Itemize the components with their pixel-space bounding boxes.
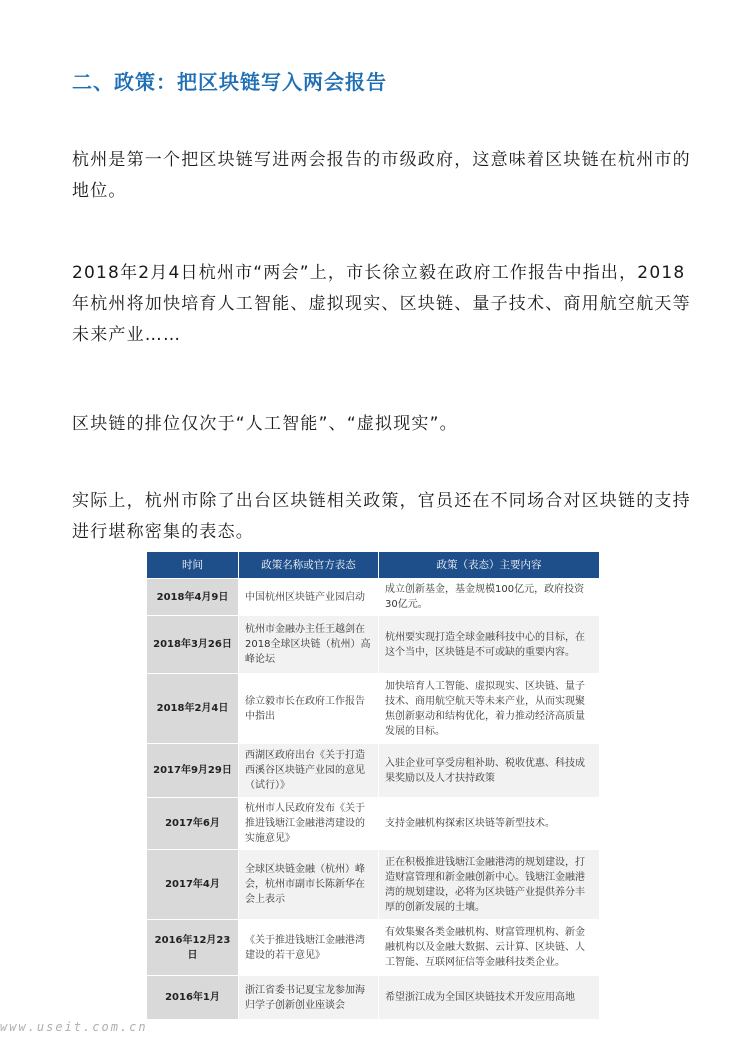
row-date: 2018年2月4日 bbox=[147, 674, 239, 744]
footer-watermark-url: www.useit.com.cn bbox=[0, 1020, 148, 1034]
table-row bbox=[147, 976, 600, 1020]
row-content: 支持金融机构探索区块链等新型技术。 bbox=[379, 798, 600, 850]
table-row bbox=[147, 579, 600, 616]
paragraph-4: 实际上，杭州市除了出台区块链相关政策，官员还在不同场合对区块链的支持进行堪称密集的表态。 bbox=[72, 491, 691, 542]
table-row bbox=[147, 744, 600, 798]
header-policy-content: 政策（表态）主要内容 bbox=[379, 552, 600, 579]
policy-table bbox=[146, 551, 600, 1020]
section-heading: 二、政策：把区块链写入两会报告 bbox=[72, 70, 387, 94]
row-content: 希望浙江成为全国区块链技术开发应用高地 bbox=[379, 976, 600, 1020]
row-event: 浙江省委书记夏宝龙参加海归学子创新创业座谈会 bbox=[239, 976, 379, 1020]
table-row bbox=[147, 674, 600, 744]
row-date: 2017年9月29日 bbox=[147, 744, 239, 798]
policy-table-container bbox=[146, 551, 600, 1020]
row-event: 徐立毅市长在政府工作报告中指出 bbox=[239, 674, 379, 744]
row-date: 2017年6月 bbox=[147, 798, 239, 850]
row-event: 西湖区政府出台《关于打造西溪谷区块链产业园的意见（试行）》 bbox=[239, 744, 379, 798]
header-time: 时间 bbox=[147, 552, 239, 579]
paragraph-3: 区块链的排位仅次于“人工智能”、“虚拟现实”。 bbox=[72, 414, 458, 434]
table-row bbox=[147, 616, 600, 674]
row-event: 全球区块链金融（杭州）峰会，杭州市副市长陈新华在会上表示 bbox=[239, 850, 379, 920]
paragraph-1: 杭州是第一个把区块链写进两会报告的市级政府，这意味着区块链在杭州市的地位。 bbox=[72, 150, 691, 201]
row-date: 2017年4月 bbox=[147, 850, 239, 920]
table-row bbox=[147, 920, 600, 976]
header-policy-name: 政策名称或官方表态 bbox=[239, 552, 379, 579]
row-event: 杭州市金融办主任王越剑在2018全球区块链（杭州）高峰论坛 bbox=[239, 616, 379, 674]
row-date: 2018年3月26日 bbox=[147, 616, 239, 674]
table-row bbox=[147, 850, 600, 920]
paragraph-2: 2018年2月4日杭州市“两会”上，市长徐立毅在政府工作报告中指出，2018年杭州将加快培育人工智能、虚拟现实、区块链、量子技术、商用航空航天等未来产业…… bbox=[72, 263, 691, 345]
row-date: 2016年12月23日 bbox=[147, 920, 239, 976]
table-header-row bbox=[147, 552, 600, 579]
table-row bbox=[147, 798, 600, 850]
row-content: 加快培育人工智能、虚拟现实、区块链、量子技术、商用航空航天等未来产业，从而实现聚焦创新驱动和结构优化，着力推动经济高质量发展的目标。 bbox=[379, 674, 600, 744]
row-content: 成立创新基金，基金规模100亿元，政府投资30亿元。 bbox=[379, 579, 600, 616]
row-content: 杭州要实现打造全球金融科技中心的目标，在这个当中，区块链是不可或缺的重要内容。 bbox=[379, 616, 600, 674]
row-event: 中国杭州区块链产业园启动 bbox=[239, 579, 379, 616]
row-content: 入驻企业可享受房租补助、税收优惠、科技成果奖励以及人才扶持政策 bbox=[379, 744, 600, 798]
row-content: 正在积极推进钱塘江金融港湾的规划建设，打造财富管理和新金融创新中心。钱塘江金融港湾的规划建设，必将为区块链产业提供养分丰厚的创新发展的土壤。 bbox=[379, 850, 600, 920]
row-event: 《关于推进钱塘江金融港湾建设的若干意见》 bbox=[239, 920, 379, 976]
row-event: 杭州市人民政府发布《关于推进钱塘江金融港湾建设的实施意见》 bbox=[239, 798, 379, 850]
row-content: 有效集聚各类金融机构、财富管理机构、新金融机构以及金融大数据、云计算、区块链、人工智能、互联网征信等金融科技类企业。 bbox=[379, 920, 600, 976]
row-date: 2016年1月 bbox=[147, 976, 239, 1020]
row-date: 2018年4月9日 bbox=[147, 579, 239, 616]
